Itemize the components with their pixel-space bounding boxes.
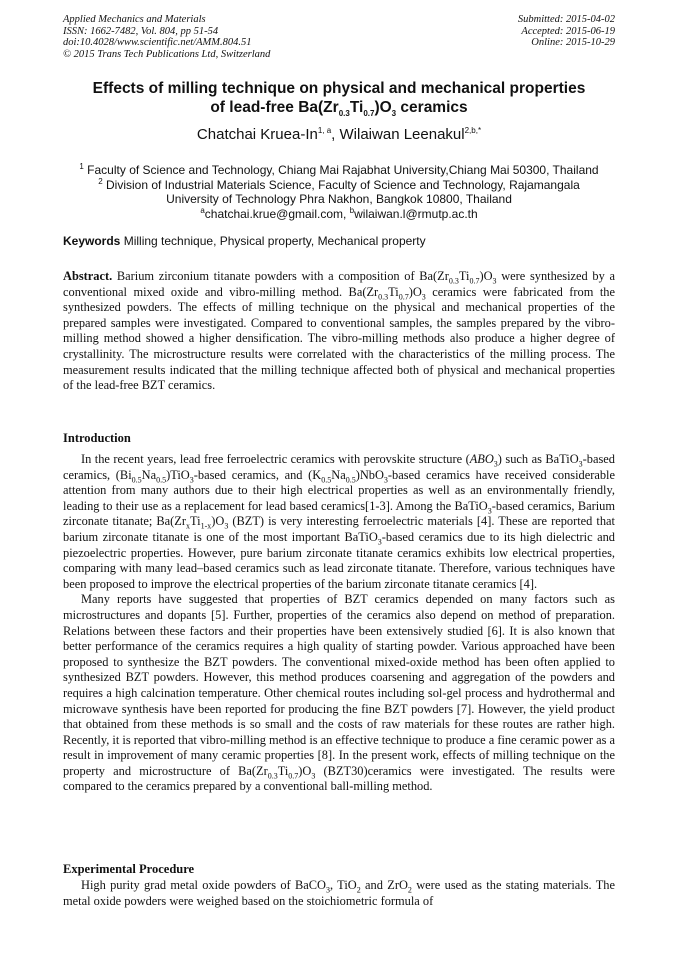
- keywords-text: Milling technique, Physical property, Mechanical property: [120, 234, 426, 248]
- author-2: Wilaiwan Leenakul: [339, 126, 465, 143]
- issn-line: ISSN: 1662-7482, Vol. 804, pp 51-54: [63, 25, 219, 37]
- affiliation-1: $^1$ Faculty of Science and Technology, Chiang Mai Rajabhat University,Chiang Mai 50300, Thailand: [79, 162, 599, 177]
- journal-info: [63, 14, 270, 60]
- intro-paragraph-2: Many reports have suggested that properties of BZT ceramics depended on many factors such as microstructures and dopants [5]. Further, properties of the ceramics also depend on method of preparation. Relations between these factors and their properties have been extensively studied [6]. It is also known that better performance of the ceramics requires a high quality of starting powder. Various approached have been proposed to synthesize the BZT powders. The conventional mixed-oxide method has been often applied to synthesized BZT powders. However, this method produces coarsening and aggregation of the powders and requires a high calcination temperature. Other chemical routes including sol-gel process and hydrothermal and microwave synthesis have been reported for producing the fine BZT powders [7]. However, the yield product that obtained from these methods is so small and the costs of raw materials for these routes are rather high. Recently, it is reported that vibro-milling method is an effective technique to produce a fine ceramic power as a result in improvement of many ceramic properties [8]. In the present work, effects of milling technique on the property and microstructure of $Ba(Zr_{0.3}Ti_{0.7})O_3$ (BZT30)ceramics were investigated. The results were compared to the ceramics prepared by a conventional ball-milling method.: [63, 592, 615, 794]
- copyright-line: © 2015 Trans Tech Publications Ltd, Switzerland: [63, 48, 271, 60]
- abstract: Abstract. Barium zirconium titanate powders with a composition of $Ba(Zr_{0.3}Ti_{0.7})O_3$ were synthesized by a conventional mixed oxide and vibro-milling method. $Ba(Zr_{0.3}Ti_{0.7})O_3$ ceramics were fabricated from the synthesized powders. The effects of milling technique on the physical and mechanical properties of the prepared samples were investigated. Compared to conventional samples, the samples prepared by the vibro-milling method showed a higher densification. The vibro-milling methods also produce a higher degree of crystallinity. The microstructure results were correlated with the characteristics of the milling process. The measurement results indicated that the milling technique affected both of physical and mechanical properties of the lead-free BZT ceramics.: [63, 269, 615, 393]
- intro-paragraph-1: In the recent years, lead free ferroelectric ceramics with perovskite structure $(ABO_3)$ such as BaTiO$_3$-based ceramics, $(Bi_{0.5}Na_{0.5})TiO_3$-based ceramics, and $(K_{0.5}Na_{0.5})NbO_3$-based ceramics have received considerable attention from many authors due to their high electrical properties as well as an environmentally friendly, leading to their use as a replacement for lead based ceramics[1-3]. Among the BaTiO$_3$-based ceramics, Barium zirconate titanate; $Ba(Zr_xTi_{1-x})O_3$ (BZT) is very interesting ferroelectric materials [4]. These are reported that barium zirconate titanate is one of the most important BaTiO$_3$-based ceramics due to its high dielectric and piezoelectric properties. However, pure barium zirconate titanate ceramics exhibits low electrical properties, comparing with many lead–based ceramics such as lead zirconate titanate. Therefore, various techniques have been proposed to improve the electrical properties of the barium zirconate titanate ceramics [4].: [63, 452, 616, 591]
- keywords-label: Keywords: [63, 234, 121, 248]
- author-list: Chatchai Kruea-In$^{1, a}$, Wilaiwan Leenakul$^{2,b,*}$: [196, 126, 482, 143]
- accepted-date: Accepted: 2015-06-19: [521, 25, 615, 37]
- keywords: [63, 234, 615, 248]
- introduction-heading: Introduction: [63, 431, 131, 445]
- doi-line[interactable]: doi:10.4028/www.scientific.net/AMM.804.51: [63, 37, 252, 48]
- email-b[interactable]: wilaiwan.l@rmutp.ac.th: [354, 206, 478, 221]
- paper-title: [63, 79, 615, 117]
- submission-dates: [518, 14, 615, 49]
- affiliation-2: $^2$ Division of Industrial Materials Science, Faculty of Science and Technology, Rajamangala: [98, 176, 580, 192]
- journal-name: Applied Mechanics and Materials: [63, 14, 206, 25]
- affiliations: [50, 163, 628, 221]
- experimental-heading: Experimental Procedure: [63, 862, 195, 876]
- author-1: Chatchai Kruea-In: [196, 126, 318, 143]
- email-a[interactable]: chatchai.krue@gmail.com,: [204, 206, 350, 221]
- abstract-label: Abstract.: [63, 269, 113, 283]
- title-line-2: of lead-free $Ba(Zr_{0.3}Ti_{0.7})O_3$ ceramics: [210, 99, 468, 119]
- online-date: Online: 2015-10-29: [531, 37, 615, 48]
- experimental-body: [63, 878, 615, 909]
- introduction-body: [63, 452, 615, 795]
- submitted-date: Submitted: 2015-04-02: [517, 14, 615, 25]
- author-emails: $^a$chatchai.krue@gmail.com, $^b$wilaiwan.l@rmutp.ac.th: [200, 205, 478, 221]
- title-line-1: Effects of milling technique on physical and mechanical properties: [92, 80, 586, 97]
- affiliation-2-cont: University of Technology Phra Nakhon, Bangkok 10800, Thailand: [166, 192, 512, 206]
- experimental-paragraph-1: High purity grad metal oxide powders of BaCO$_3$, TiO$_2$ and ZrO$_2$ were used as the stating materials. The metal oxide powders were weighed based on the stoichiometric formula of: [63, 878, 615, 908]
